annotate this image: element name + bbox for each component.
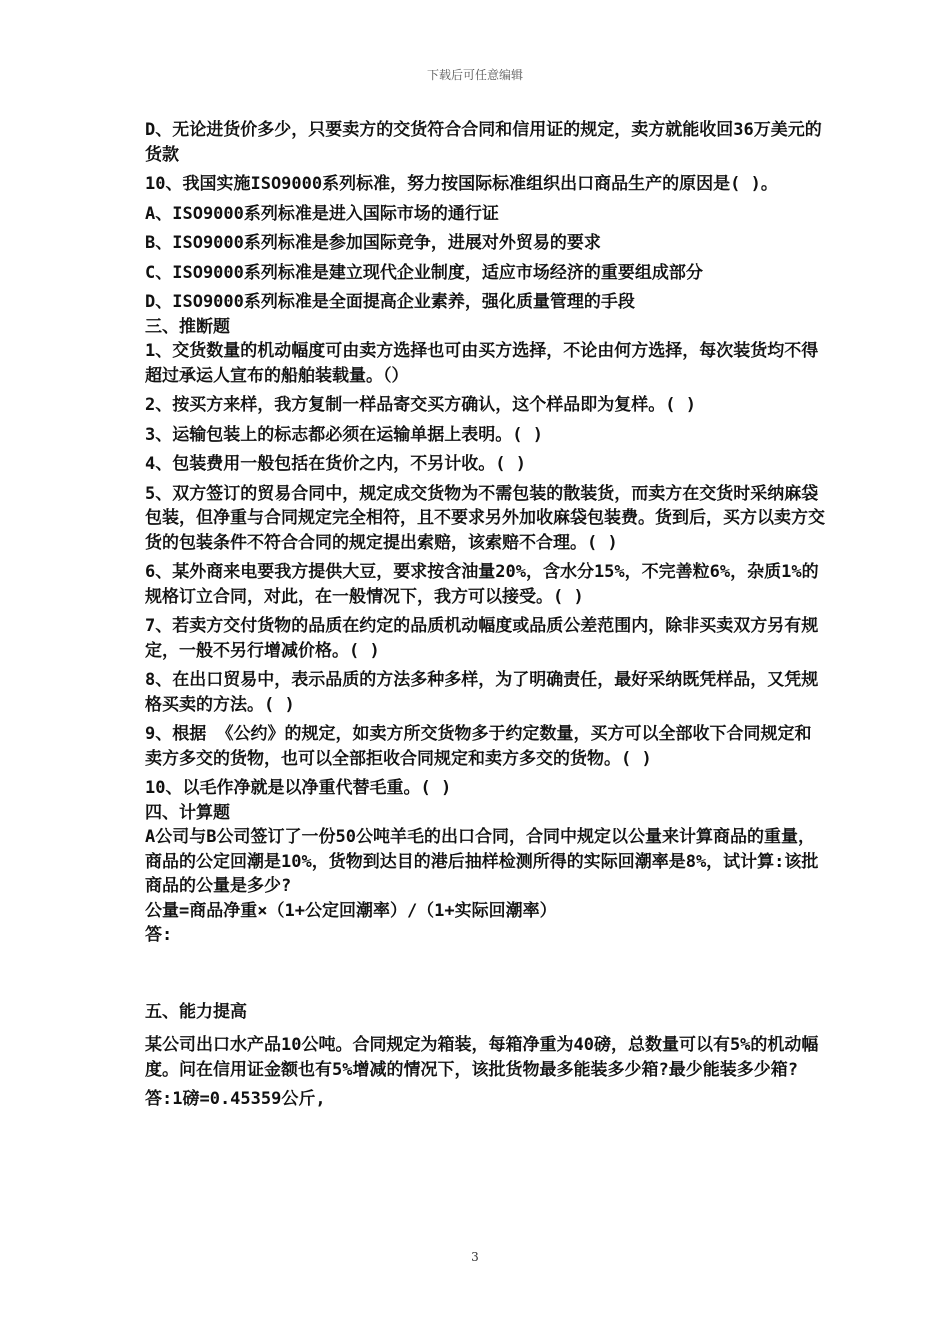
judge-8: 8、在出口贸易中，表示品质的方法多种多样，为了明确责任，最好采纳既凭样品，又凭规格买卖的方法。( ) — [145, 670, 819, 715]
judge-6: 6、某外商来电要我方提供大豆，要求按含油量20%，含水分15%，不完善粒6%，杂质1%的规格订立合同，对此，在一般情况下，我方可以接受。( ) — [145, 562, 819, 607]
question-10: 10、我国实施ISO9000系列标准，努力按国际标准组织出口商品生产的原因是( )。 — [145, 174, 778, 194]
calc-answer: 答: — [145, 925, 173, 945]
option-a: A、ISO9000系列标准是进入国际市场的通行证 — [145, 203, 499, 224]
option-b: B、ISO9000系列标准是参加国际竞争，进展对外贸易的要求 — [145, 233, 601, 253]
ability-question: 某公司出口水产品10公吨。合同规定为箱装，每箱净重为40磅，总数量可以有5%的机动幅度。问在信用证金额也有5%增减的情况下，该批货物最多能装多少箱?最少能装多少箱? — [145, 1035, 819, 1080]
page-number: 3 — [471, 1250, 479, 1264]
section-heading-5: 五、能力提高 — [145, 1001, 247, 1022]
judge-10: 10、以毛作净就是以净重代替毛重。( ) — [145, 778, 452, 798]
section-heading-4: 四、计算题 — [145, 802, 230, 823]
judge-9: 9、根据 《公约》的规定，如卖方所交货物多于约定数量，买方可以全部收下合同规定和卖方多交的货物，也可以全部拒收合同规定和卖方多交的货物。( ) — [145, 724, 812, 769]
judge-5: 5、双方签订的贸易合同中，规定成交货物为不需包装的散装货，而卖方在交货时采纳麻袋包装，但净重与合同规定完全相符，且不要求另外加收麻袋包装费。货到后，买方以卖方交货的包装条件不符合合同的规定提出索赔，该索赔不合理。( ) — [145, 483, 825, 553]
judge-3: 3、运输包装上的标志都必须在运输单据上表明。( ) — [145, 424, 543, 445]
judge-4: 4、包装费用一般包括在货价之内，不另计收。( ) — [145, 454, 526, 474]
section-heading-3: 三、推断题 — [145, 316, 230, 337]
ability-answer: 答:1磅=0.45359公斤, — [145, 1089, 326, 1109]
option-d-q9: D、无论进货价多少，只要卖方的交货符合合同和信用证的规定，卖方就能收回36万美元的货款 — [145, 120, 822, 165]
calc-formula: 公量=商品净重×（1+公定回潮率）/（1+实际回潮率） — [145, 900, 557, 921]
judge-7: 7、若卖方交付货物的品质在约定的品质机动幅度或品质公差范围内，除非买卖双方另有规定，一般不另行增减价格。( ) — [145, 616, 819, 661]
calc-question: A公司与B公司签订了一份50公吨羊毛的出口合同，合同中规定以公量来计算商品的重量，商品的公定回潮是10%，货物到达目的港后抽样检测所得的实际回潮率是8%，试计算:该批商品的公量是多少? — [145, 827, 819, 896]
judge-1: 1、交货数量的机动幅度可由卖方选择也可由买方选择，不论由何方选择，每次装货均不得超过承运人宣布的船舶装载量。（） — [145, 341, 819, 386]
option-d: D、ISO9000系列标准是全面提高企业素养，强化质量管理的手段 — [145, 292, 635, 312]
document-body — [145, 118, 825, 1112]
judge-2: 2、按买方来样，我方复制一样品寄交买方确认，这个样品即为复样。( ) — [145, 395, 696, 415]
page-header: 下载后可任意编辑 — [426, 68, 523, 82]
option-c: C、ISO9000系列标准是建立现代企业制度，适应市场经济的重要组成部分 — [145, 262, 703, 283]
